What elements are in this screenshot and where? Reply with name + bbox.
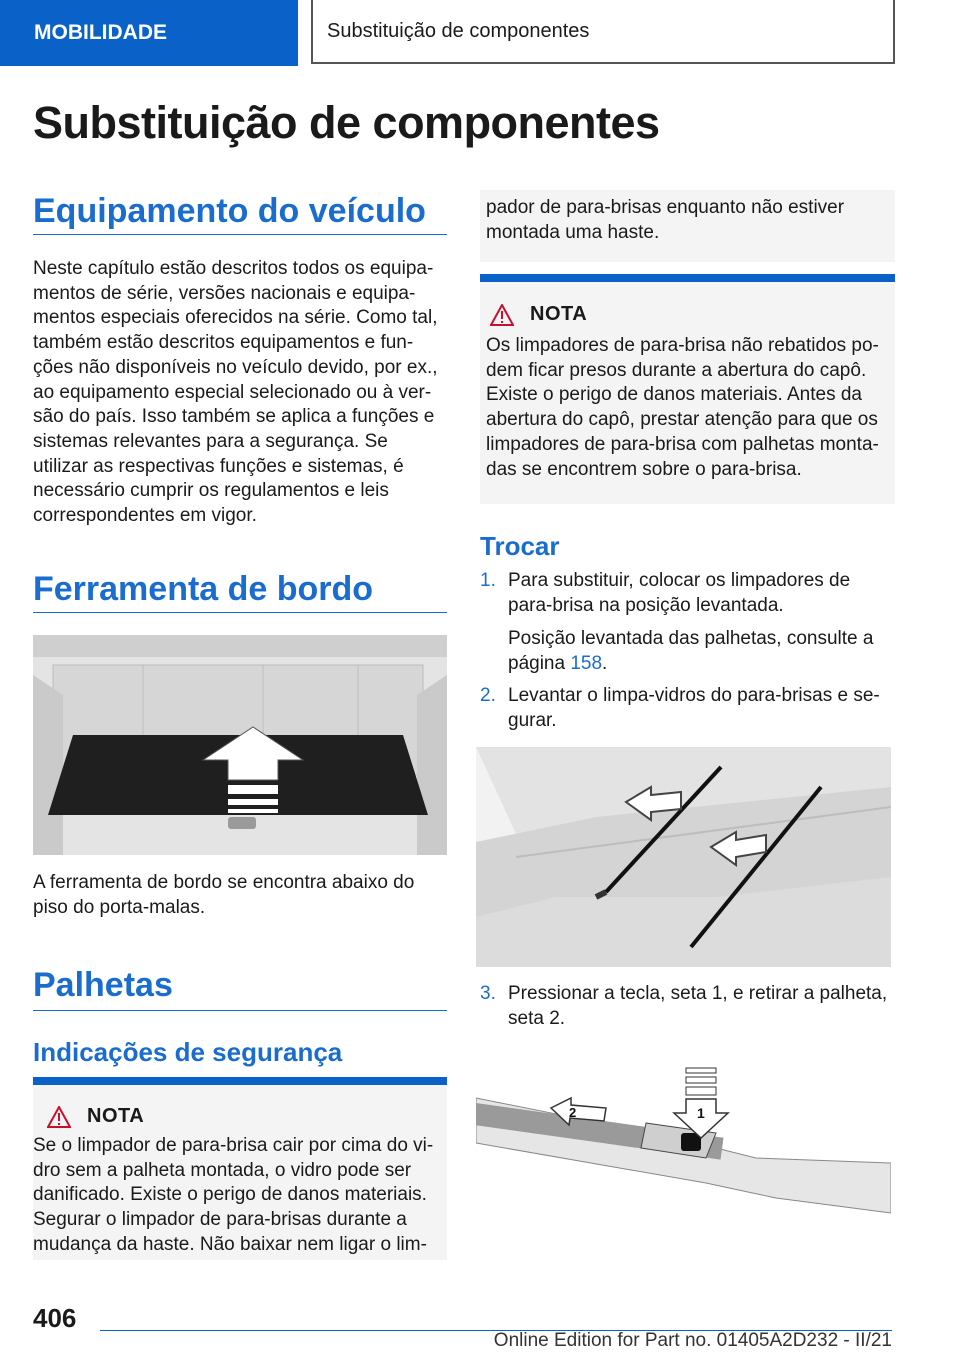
step-note-text: Posição levantada das palhetas, consulte a página xyxy=(508,628,874,674)
step-text: Levantar o limpa-vidros do para-brisas e se-gurar. xyxy=(508,685,880,731)
equipment-text: Neste capítulo estão descritos todos os equipa-mentos de série, versões nacionais e equipa-mentos especiais oferecidos na série. Como tal, também estão descritos equipamentos e fun-ções não disponíveis no veículo devido, por ex., ao equipamento especial selecionado ou à ver-são do país. Isso também se aplica a funções e sistemas relevantes para a segurança. Se utilizar as respectivas funções e sistemas, é necessário cumprir os regulamentos e leis correspondentes em vigor. xyxy=(33,258,438,527)
note-bar xyxy=(33,1077,447,1085)
breadcrumb: Substituição de componentes xyxy=(311,0,895,64)
arrow-label-1: 1 xyxy=(697,1105,705,1121)
step-text: Pressionar a tecla, seta 1, e retirar a palheta, seta 2. xyxy=(508,983,888,1029)
note-box-continued xyxy=(480,190,895,262)
note-label: NOTA xyxy=(87,1105,145,1127)
tool-text: A ferramenta de bordo se encontra abaixo do piso do porta-malas. xyxy=(33,872,415,918)
tool-heading: Ferramenta de bordo xyxy=(33,570,374,608)
heading-rule xyxy=(33,1010,447,1011)
note-text: Os limpadores de para-brisa não rebatidos po-dem ficar presos durante a abertura do capô. Existe o perigo de danos materiais. Antes da abertura do capô, prestar atenção para que os limpadores de para-brisa com palhetas monta-das se encontrem sobre o para-brisa. xyxy=(486,335,879,480)
step-number: 2. xyxy=(480,685,496,706)
equipment-heading: Equipamento do veículo xyxy=(33,192,426,230)
step-number: 1. xyxy=(480,570,496,591)
note-text: Se o limpador de para-brisa cair por cima do vi-dro sem a palheta montada, o vidro pode ser danificado. Existe o perigo de danos materiais. Segurar o limpador de para-brisas durante a mudança da haste. Não baixar nem ligar o lim- xyxy=(33,1135,434,1255)
step-1-note xyxy=(508,627,893,676)
page-number: 406 xyxy=(33,1303,77,1333)
arrow-label-2: 2 xyxy=(569,1105,577,1120)
page-link[interactable]: 158 xyxy=(570,652,603,674)
note-text: pador de para-brisas enquanto não estiver montada uma haste. xyxy=(486,197,845,243)
warning-icon xyxy=(490,304,514,326)
warning-icon xyxy=(47,1106,71,1128)
step-number: 3. xyxy=(480,983,496,1004)
note-box xyxy=(33,1085,447,1260)
step-3 xyxy=(480,982,895,1031)
note-label: NOTA xyxy=(530,303,588,325)
change-heading: Trocar xyxy=(480,531,560,561)
step-note-end: . xyxy=(602,652,608,674)
blades-heading: Palhetas xyxy=(33,966,173,1004)
windshield-illustration xyxy=(476,747,891,967)
wiper-blade-illustration xyxy=(476,1063,891,1268)
page-title: Substituição de componentes xyxy=(33,97,660,148)
step-1 xyxy=(480,569,895,618)
heading-rule xyxy=(33,612,447,613)
heading-rule xyxy=(33,234,447,235)
step-text: Para substituir, colocar os limpadores de para-brisa na posição levantada. xyxy=(508,570,851,616)
section-tab[interactable]: MOBILIDADE xyxy=(0,0,298,66)
safety-heading: Indicações de segurança xyxy=(33,1037,343,1067)
note-box xyxy=(480,282,895,504)
step-2 xyxy=(480,684,895,733)
footer-edition: Online Edition for Part no. 01405A2D232 - II/21 xyxy=(493,1330,892,1351)
note-bar xyxy=(480,274,895,282)
trunk-illustration xyxy=(33,635,447,855)
